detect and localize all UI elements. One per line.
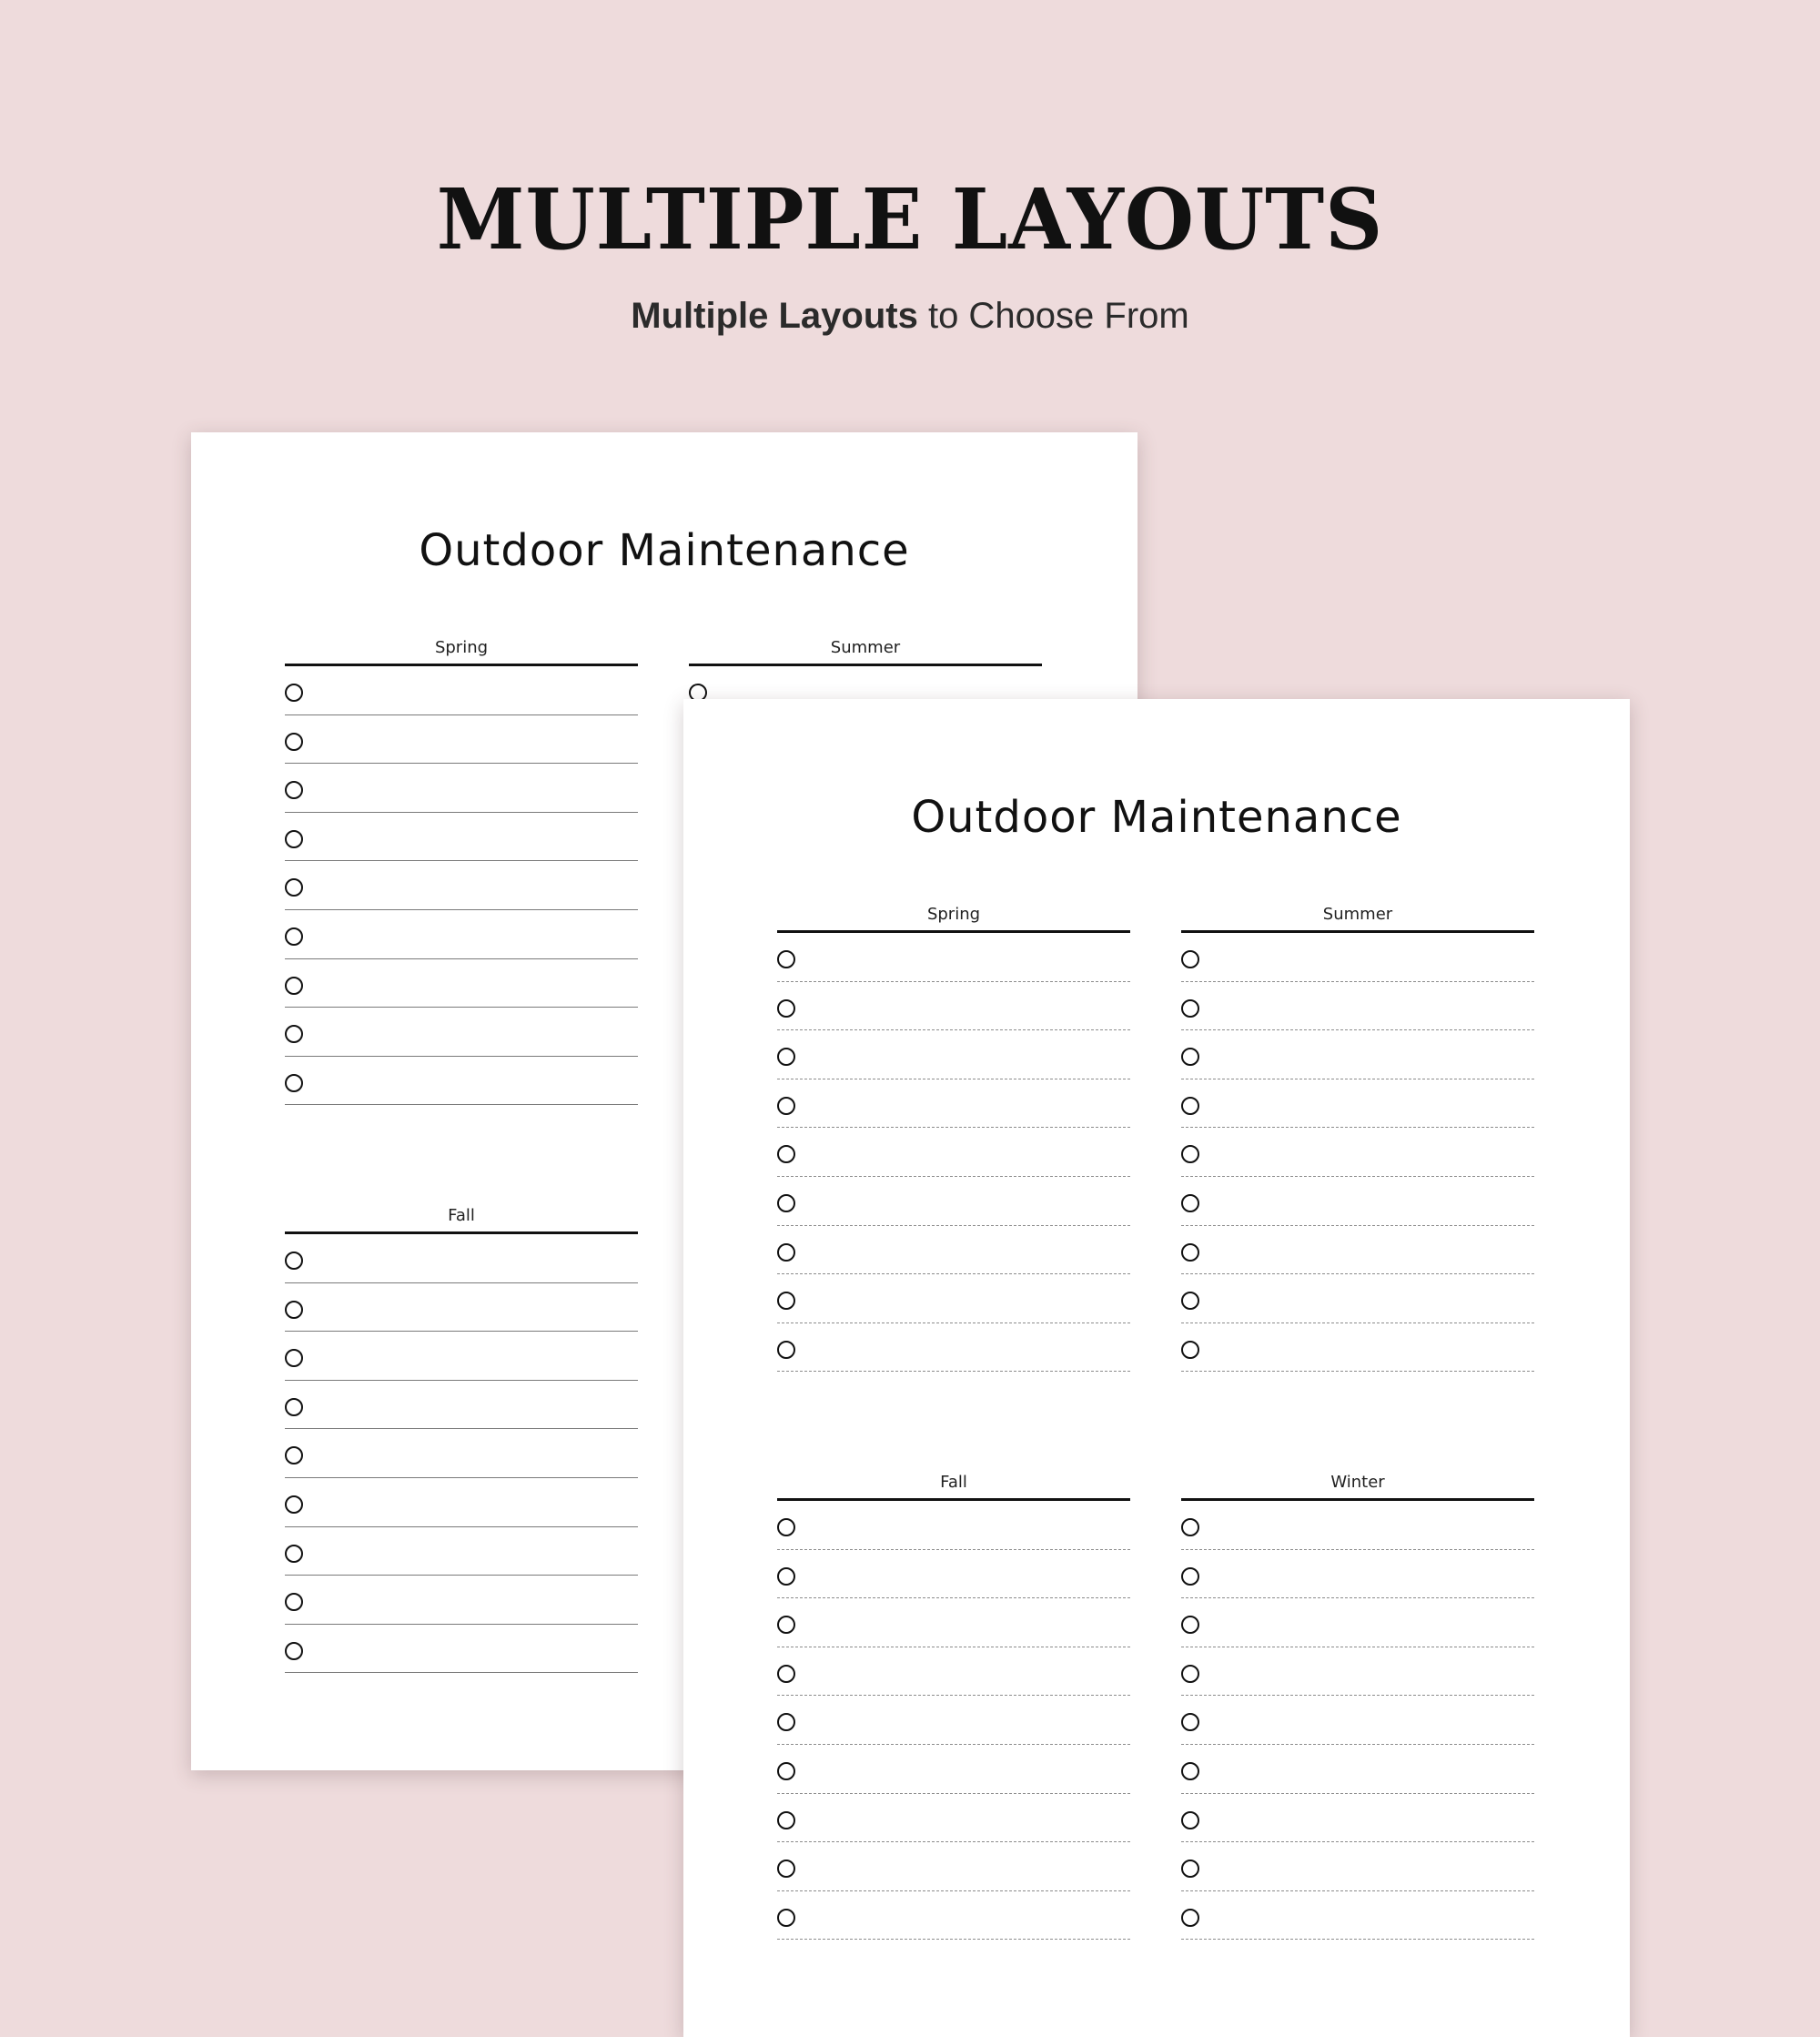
checkbox-circle-icon [1181, 1145, 1199, 1163]
list-item [285, 1625, 638, 1674]
checklist [1181, 1501, 1534, 1940]
checkbox-circle-icon [777, 1243, 795, 1262]
checkbox-circle-icon [777, 1097, 795, 1115]
checkbox-circle-icon [777, 1145, 795, 1163]
checkbox-circle-icon [1181, 1665, 1199, 1683]
checkbox-circle-icon [1181, 1194, 1199, 1212]
list-item [1181, 1598, 1534, 1647]
list-item [285, 666, 638, 715]
checkbox-circle-icon [1181, 1048, 1199, 1066]
list-item [285, 1527, 638, 1576]
list-item [1181, 1842, 1534, 1891]
checklist [285, 666, 638, 1105]
page-title: Outdoor Maintenance [419, 525, 910, 576]
list-item [1181, 982, 1534, 1031]
checkbox-circle-icon [1181, 1341, 1199, 1359]
list-item [777, 933, 1130, 982]
checkbox-circle-icon [1181, 1292, 1199, 1310]
section-label: Fall [940, 1473, 967, 1492]
checkbox-circle-icon [285, 1074, 303, 1092]
section-winter [1181, 1467, 1534, 1940]
list-item [777, 1274, 1130, 1323]
list-item [285, 1283, 638, 1333]
section-label: Summer [830, 638, 901, 657]
section-fall [285, 1201, 638, 1673]
checkbox-circle-icon [777, 950, 795, 968]
checkbox-circle-icon [777, 1194, 795, 1212]
checkbox-circle-icon [777, 1518, 795, 1536]
section-label: Winter [1330, 1473, 1385, 1492]
checkbox-circle-icon [777, 1713, 795, 1731]
checkbox-circle-icon [285, 1349, 303, 1367]
list-item [777, 1177, 1130, 1226]
list-item [1181, 1891, 1534, 1941]
checkbox-circle-icon [1181, 1909, 1199, 1927]
list-item [777, 1598, 1130, 1647]
list-item [285, 1576, 638, 1625]
checkbox-circle-icon [1181, 950, 1199, 968]
list-item [777, 1079, 1130, 1129]
list-item [1181, 1030, 1534, 1079]
checkbox-circle-icon [285, 781, 303, 799]
list-item [1181, 1647, 1534, 1697]
list-item [1181, 1696, 1534, 1745]
checklist [285, 1234, 638, 1673]
section-label: Spring [926, 905, 981, 924]
list-item [285, 813, 638, 862]
list-item [777, 1128, 1130, 1177]
list-item [285, 715, 638, 765]
list-item [1181, 1128, 1534, 1177]
planner-page-front [683, 699, 1630, 2037]
page-title: Outdoor Maintenance [911, 792, 1402, 843]
list-item [777, 1794, 1130, 1843]
subheadline-rest: to Choose From [917, 296, 1189, 336]
checklist [777, 933, 1130, 1372]
checkbox-circle-icon [285, 878, 303, 897]
checkbox-circle-icon [285, 1642, 303, 1660]
list-item [1181, 1745, 1534, 1794]
list-item [1181, 1226, 1534, 1275]
checkbox-circle-icon [285, 1593, 303, 1611]
list-item [285, 910, 638, 959]
checkbox-circle-icon [777, 1616, 795, 1634]
checkbox-circle-icon [777, 1762, 795, 1780]
checkbox-circle-icon [1181, 1097, 1199, 1115]
checkbox-circle-icon [777, 1292, 795, 1310]
checkbox-circle-icon [1181, 1518, 1199, 1536]
checkbox-circle-icon [1181, 1762, 1199, 1780]
section-spring [777, 899, 1130, 1372]
list-item [1181, 1794, 1534, 1843]
checkbox-circle-icon [285, 1025, 303, 1043]
list-item [285, 861, 638, 910]
list-item [285, 1332, 638, 1381]
list-item [777, 1647, 1130, 1697]
checkbox-circle-icon [285, 830, 303, 848]
list-item [777, 1501, 1130, 1550]
list-item [285, 1234, 638, 1283]
list-item [285, 1381, 638, 1430]
list-item [285, 959, 638, 1008]
checkbox-circle-icon [285, 977, 303, 995]
checkbox-circle-icon [777, 1665, 795, 1683]
list-item [777, 1030, 1130, 1079]
checkbox-circle-icon [1181, 999, 1199, 1018]
checklist [777, 1501, 1130, 1940]
checkbox-circle-icon [285, 1495, 303, 1514]
checkbox-circle-icon [285, 1545, 303, 1563]
checkbox-circle-icon [777, 1860, 795, 1878]
section-label: Spring [434, 638, 489, 657]
list-item [777, 1696, 1130, 1745]
list-item [285, 1478, 638, 1527]
list-item [1181, 1079, 1534, 1129]
checkbox-circle-icon [285, 1446, 303, 1464]
checkbox-circle-icon [285, 927, 303, 946]
section-label: Summer [1322, 905, 1393, 924]
list-item [285, 1057, 638, 1106]
section-label: Fall [448, 1206, 475, 1225]
list-item [1181, 1323, 1534, 1373]
checkbox-circle-icon [285, 1252, 303, 1270]
section-spring [285, 633, 638, 1105]
section-summer [1181, 899, 1534, 1372]
checkbox-circle-icon [777, 1341, 795, 1359]
checkbox-circle-icon [777, 1909, 795, 1927]
list-item [1181, 1177, 1534, 1226]
checkbox-circle-icon [1181, 1616, 1199, 1634]
subheadline-bold: Multiple Layouts [631, 296, 918, 336]
checkbox-circle-icon [1181, 1567, 1199, 1586]
list-item [1181, 1501, 1534, 1550]
list-item [777, 1891, 1130, 1941]
list-item [777, 1745, 1130, 1794]
headline: MULTIPLE LAYOUTS [436, 170, 1384, 269]
list-item [777, 1842, 1130, 1891]
list-item [285, 1429, 638, 1478]
checkbox-circle-icon [777, 1567, 795, 1586]
checkbox-circle-icon [1181, 1243, 1199, 1262]
checkbox-circle-icon [285, 733, 303, 751]
subheadline [0, 298, 1820, 334]
checkbox-circle-icon [1181, 1713, 1199, 1731]
checkbox-circle-icon [777, 999, 795, 1018]
list-item [1181, 933, 1534, 982]
checkbox-circle-icon [285, 1398, 303, 1416]
list-item [777, 1323, 1130, 1373]
list-item [777, 982, 1130, 1031]
list-item [285, 1008, 638, 1057]
list-item [1181, 1550, 1534, 1599]
list-item [777, 1550, 1130, 1599]
list-item [777, 1226, 1130, 1275]
checkbox-circle-icon [777, 1048, 795, 1066]
list-item [1181, 1274, 1534, 1323]
section-fall [777, 1467, 1130, 1940]
checkbox-circle-icon [1181, 1860, 1199, 1878]
checkbox-circle-icon [285, 684, 303, 702]
checklist [1181, 933, 1534, 1372]
list-item [285, 764, 638, 813]
checkbox-circle-icon [285, 1301, 303, 1319]
